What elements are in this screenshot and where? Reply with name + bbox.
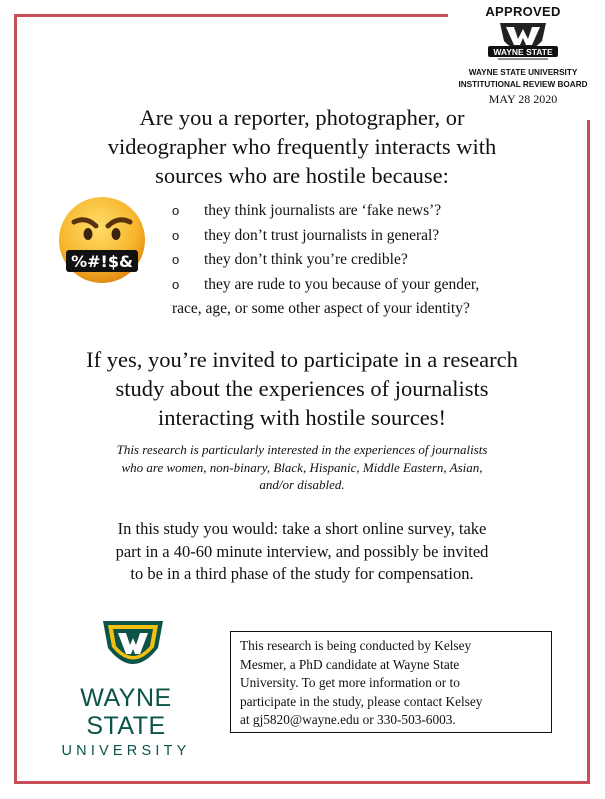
list-item-text: they are rude to you because of your gender, — [204, 275, 480, 293]
note-line: and/or disabled. — [259, 477, 345, 492]
list-item-continuation: race, age, or some other aspect of your identity? — [172, 300, 470, 317]
study-line: In this study you would: take a short online survey, take — [117, 519, 487, 538]
stamp-organization — [448, 67, 598, 91]
invite-line: interacting with hostile sources! — [157, 405, 447, 430]
bullet-marker: o — [172, 203, 180, 218]
wordmark-line: WAYNE STATE — [80, 684, 172, 740]
headline-line: sources who are hostile because: — [155, 163, 449, 188]
list-item — [172, 199, 572, 224]
bullet-marker: o — [172, 276, 180, 292]
stamp-org-line: INSTITUTIONAL REVIEW BOARD — [458, 80, 588, 89]
list-item-text: they don’t trust journalists in general? — [204, 226, 440, 244]
bullet-marker: o — [172, 252, 180, 267]
list-item — [172, 273, 572, 298]
note-line: who are women, non-binary, Black, Hispanic, Middle Eastern, Asian, — [121, 459, 483, 475]
contact-line: at gj5820@wayne.edu or 330-503-6003. — [240, 712, 456, 727]
eligibility-note — [50, 441, 554, 494]
wayne-state-stamp-logo-icon — [486, 19, 560, 67]
note-line: This research is particularly interested in the experiences of journalists — [116, 442, 488, 457]
study-line: to be in a third phase of the study for compensation. — [130, 564, 474, 583]
contact-line: Mesmer, a PhD candidate at Wayne State — [240, 656, 460, 672]
invite-line: study about the experiences of journalists — [115, 376, 489, 401]
wayne-state-wordmark — [46, 684, 206, 760]
stamp-org-line: WAYNE STATE UNIVERSITY — [468, 68, 578, 77]
invitation-heading — [40, 345, 564, 432]
irb-approval-stamp — [448, 0, 598, 120]
wayne-state-shield-logo-icon — [100, 618, 166, 682]
wordmark-line: UNIVERSITY — [61, 743, 191, 759]
invite-line: If yes, you’re invited to participate in a research — [86, 347, 518, 372]
bullet-marker: o — [172, 227, 180, 243]
stamp-approved-label: APPROVED — [485, 4, 561, 19]
list-item-text: they think journalists are ‘fake news’? — [204, 202, 442, 219]
list-item — [172, 248, 572, 273]
headline-line: videographer who frequently interacts with — [107, 134, 497, 159]
study-description — [40, 518, 564, 586]
headline-question — [40, 103, 564, 190]
contact-line: participate in the study, please contact Kelsey — [240, 693, 483, 709]
headline-line: Are you a reporter, photographer, or — [139, 105, 465, 130]
hostility-reasons-list — [172, 199, 572, 322]
contact-line: University. To get more information or to — [240, 675, 460, 690]
censored-text: %#!$& — [71, 252, 133, 271]
stamp-date: MAY 28 2020 — [488, 92, 558, 106]
contact-line: This research is being conducted by Kelsey — [240, 638, 472, 653]
study-line: part in a 40-60 minute interview, and possibly be invited — [115, 541, 489, 561]
cursing-face-icon — [56, 194, 148, 286]
stamp-logo-text: WAYNE STATE — [493, 47, 553, 57]
list-item — [172, 224, 572, 249]
list-item-text: they don’t think you’re credible? — [204, 251, 408, 268]
contact-info-box — [230, 631, 552, 733]
